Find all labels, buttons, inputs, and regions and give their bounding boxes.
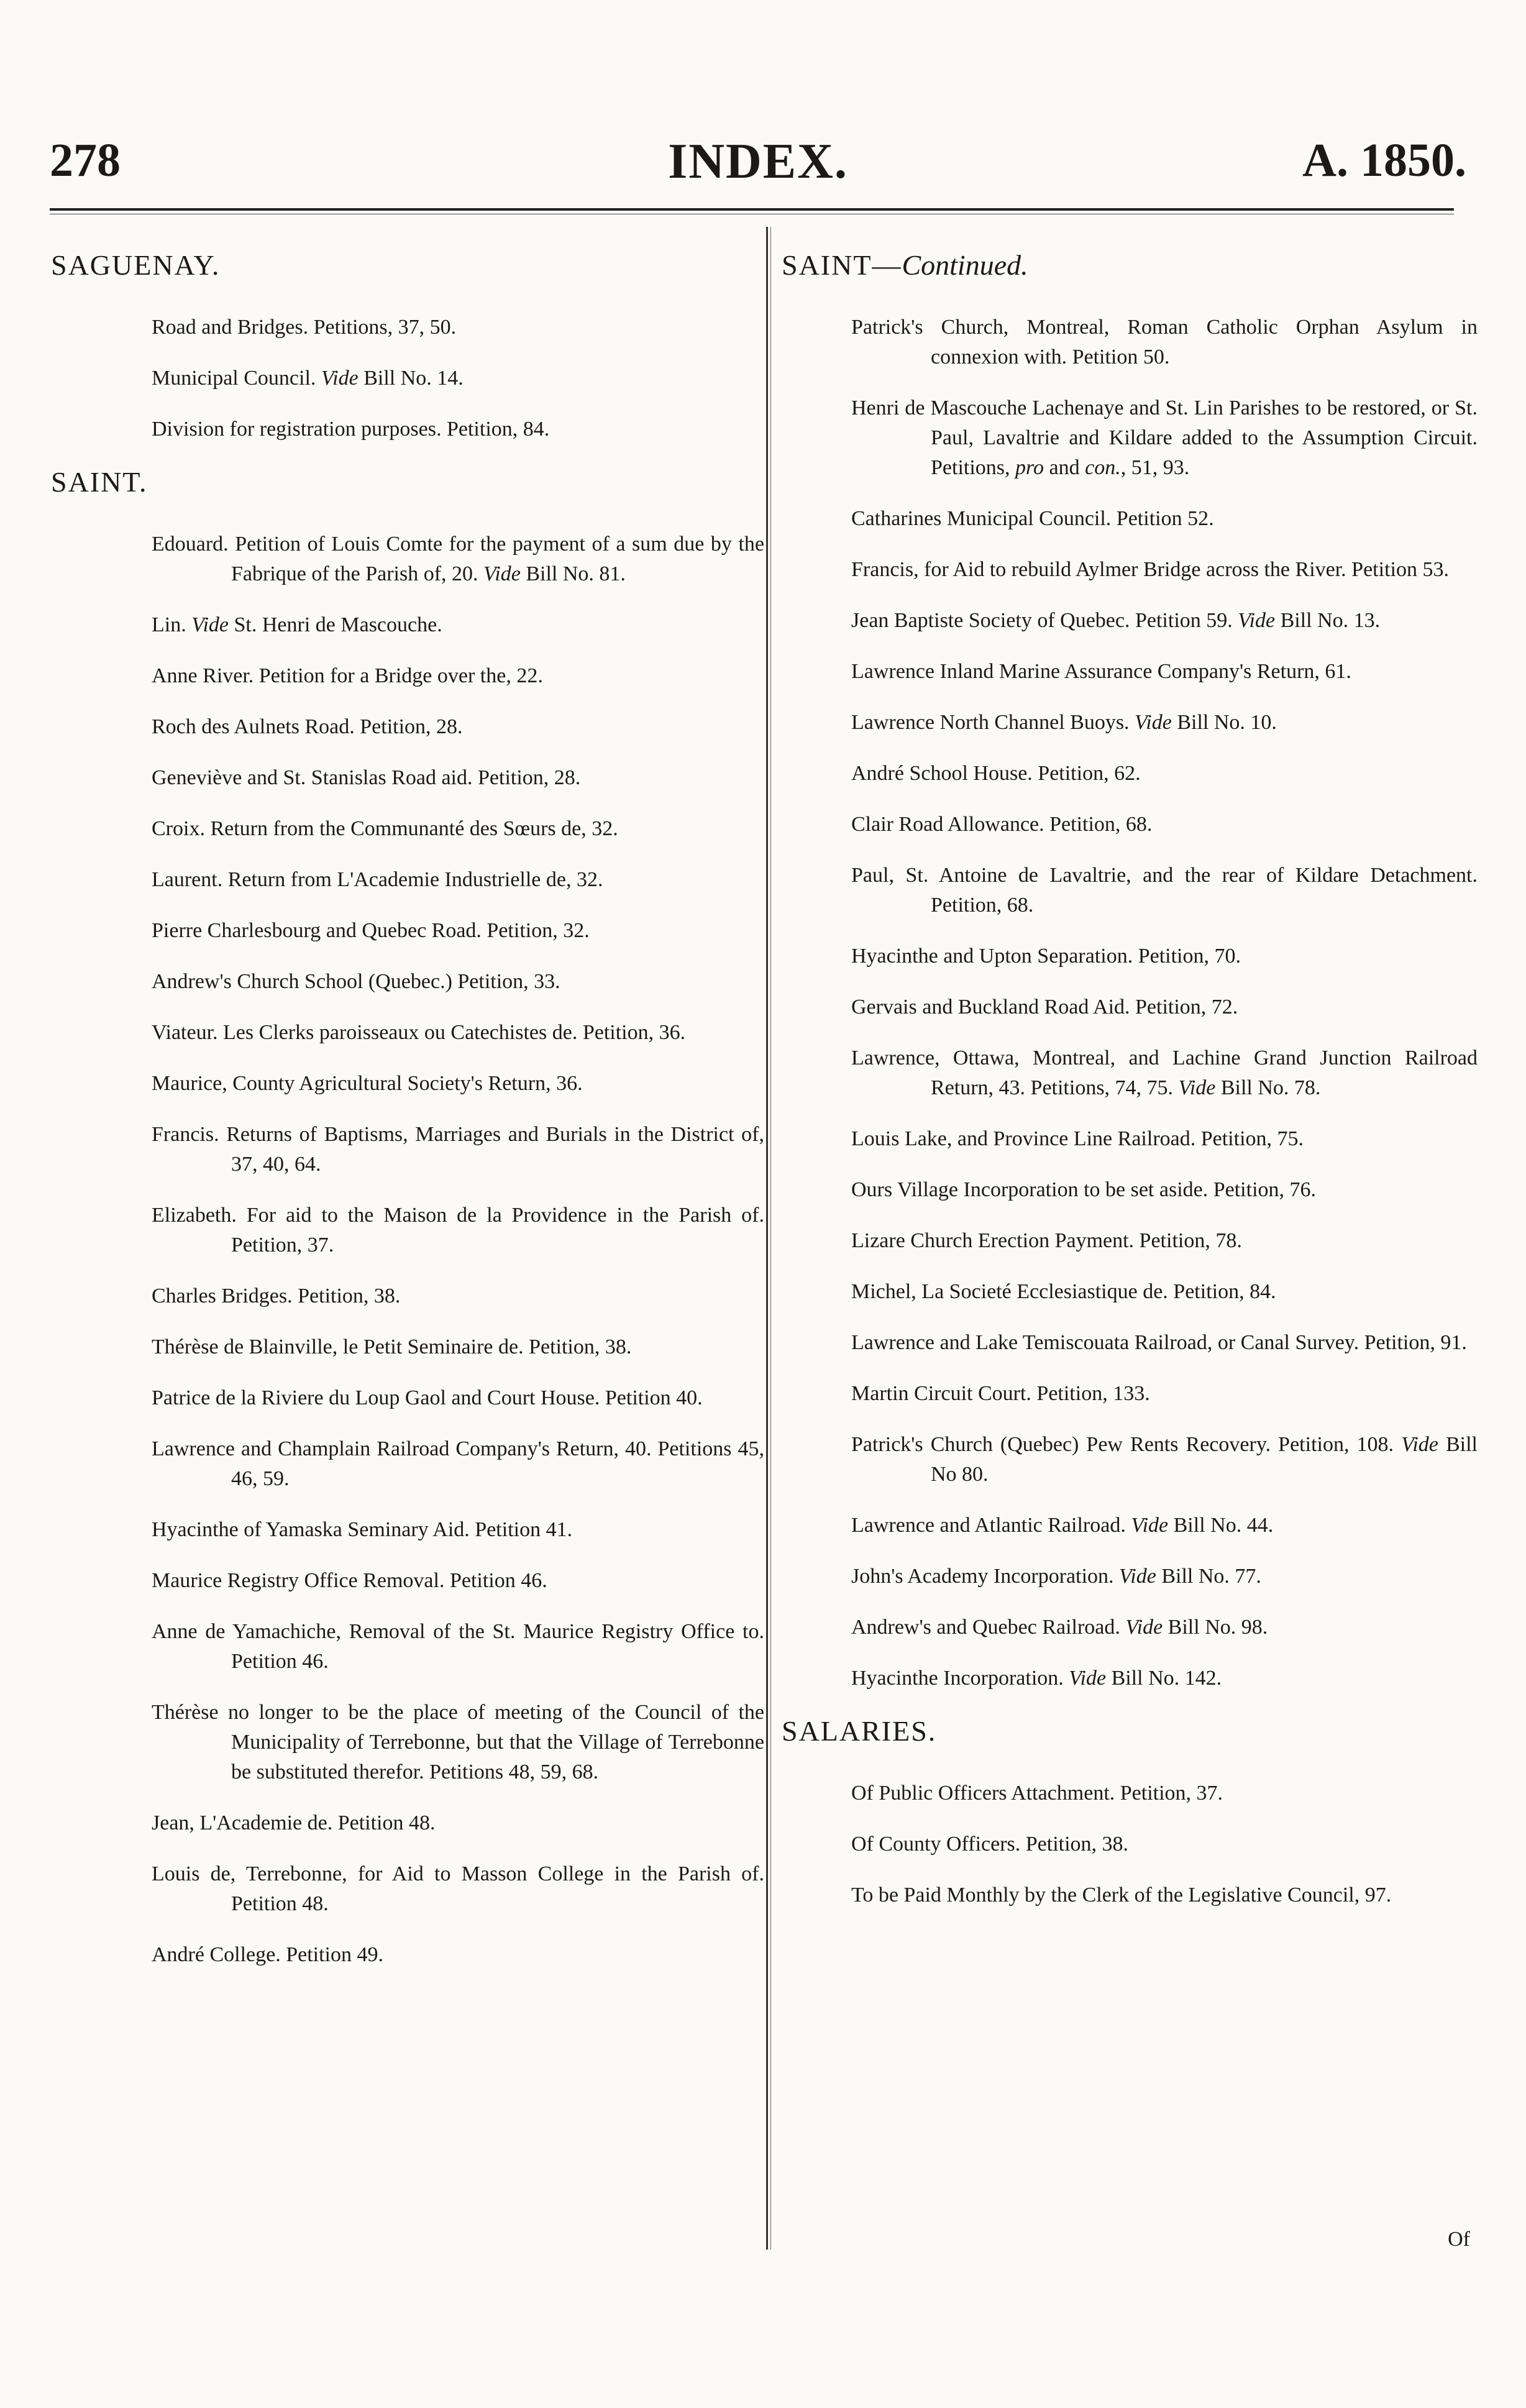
index-entry: Edouard. Petition of Louis Comte for the payment of a sum due by the Fabrique of the Parish of, 20. Vide Bill No. 81. (152, 533, 764, 585)
section-heading: SAINT. (51, 466, 148, 498)
index-entry: Charles Bridges. Petition, 38. (152, 1284, 401, 1307)
column-divider (766, 227, 768, 2250)
page-year: A. 1850. (1302, 134, 1466, 186)
index-entry: Geneviève and St. Stanislas Road aid. Petition, 28. (152, 766, 581, 789)
index-entry: Lawrence North Channel Buoys. Vide Bill No. 10. (851, 711, 1277, 734)
index-entry: Paul, St. Antoine de Lavaltrie, and the rear of Kildare Detachment. Petition, 68. (851, 864, 1478, 917)
catchword: Of (1448, 2228, 1470, 2251)
index-entry: Lizare Church Erection Payment. Petition, 78. (851, 1229, 1242, 1252)
index-entry: Jean, L'Academie de. Petition 48. (152, 1811, 436, 1834)
index-entry: Henri de Mascouche Lachenaye and St. Lin Parishes to be restored, or St. Paul, Lavaltrie and Kildare added to the Assumption Circuit. Petitions, pro and con., 51, 93. (851, 396, 1478, 479)
index-entry: Municipal Council. Vide Bill No. 14. (152, 367, 464, 390)
index-entry: Gervais and Buckland Road Aid. Petition, 72. (851, 996, 1238, 1019)
section-heading: SAGUENAY. (51, 249, 221, 281)
index-entry: Ours Village Incorporation to be set aside. Petition, 76. (851, 1178, 1317, 1201)
index-entry: André College. Petition 49. (152, 1943, 384, 1966)
index-entry: Lawrence and Lake Temiscouata Railroad, or Canal Survey. Petition, 91. (851, 1331, 1467, 1354)
index-entry: Division for registration purposes. Petition, 84. (152, 418, 550, 441)
index-entry: Louis de, Terrebonne, for Aid to Masson College in the Parish of. Petition 48. (152, 1862, 764, 1915)
index-entry: Francis, for Aid to rebuild Aylmer Bridge across the River. Petition 53. (851, 558, 1449, 581)
section-heading: SALARIES. (782, 1715, 937, 1747)
index-entry: Laurent. Return from L'Academie Industrielle de, 32. (152, 868, 603, 891)
index-entry: Patrice de la Riviere du Loup Gaol and Court House. Petition 40. (152, 1386, 703, 1409)
index-entry: To be Paid Monthly by the Clerk of the Legislative Council, 97. (851, 1884, 1392, 1907)
index-entry: Lin. Vide St. Henri de Mascouche. (152, 613, 442, 636)
index-entry: Hyacinthe Incorporation. Vide Bill No. 142. (851, 1667, 1222, 1690)
page-number: 278 (50, 134, 121, 186)
section-heading: SAINT—Continued. (782, 249, 1028, 281)
index-entry: Lawrence and Champlain Railroad Company's Return, 40. Petitions 45, 46, 59. (152, 1437, 764, 1490)
index-entry: Anne River. Petition for a Bridge over the, 22. (152, 664, 543, 687)
index-entry: Andrew's Church School (Quebec.) Petition, 33. (152, 970, 560, 993)
index-entry: Anne de Yamachiche, Removal of the St. Maurice Registry Office to. Petition 46. (152, 1620, 764, 1673)
index-entry: Viateur. Les Clerks paroisseaux ou Catechistes de. Petition, 36. (152, 1021, 686, 1044)
index-entry: Lawrence and Atlantic Railroad. Vide Bill No. 44. (851, 1514, 1274, 1537)
page-title: INDEX. (668, 134, 848, 189)
index-entry: Maurice, County Agricultural Society's Return, 36. (152, 1072, 583, 1095)
index-entry: Thérèse de Blainville, le Petit Seminaire de. Petition, 38. (152, 1335, 632, 1358)
index-entry: Thérèse no longer to be the place of meeting of the Council of the Municipality of Terrebonne, but that the Village of Terrebonne be substituted therefor. Petitions 48, 59, 68. (152, 1701, 764, 1783)
index-entry: Clair Road Allowance. Petition, 68. (851, 813, 1153, 836)
index-entry: Of County Officers. Petition, 38. (851, 1833, 1129, 1856)
index-entry: Road and Bridges. Petitions, 37, 50. (152, 316, 457, 339)
index-entry: Andrew's and Quebec Railroad. Vide Bill No. 98. (851, 1616, 1268, 1639)
column-divider-thin (770, 227, 771, 2250)
index-entry: André School House. Petition, 62. (851, 762, 1141, 785)
index-entry: Hyacinthe of Yamaska Seminary Aid. Petition 41. (152, 1518, 573, 1541)
header-rule (50, 208, 1454, 211)
right-column (782, 236, 1478, 1931)
index-entry: Patrick's Church, Montreal, Roman Catholic Orphan Asylum in connexion with. Petition 50. (851, 316, 1478, 369)
index-entry: Martin Circuit Court. Petition, 133. (851, 1382, 1150, 1405)
index-entry: Michel, La Societé Ecclesiastique de. Petition, 84. (851, 1280, 1276, 1303)
index-entry: Jean Baptiste Society of Quebec. Petition 59. Vide Bill No. 13. (851, 609, 1381, 632)
index-entry: Lawrence Inland Marine Assurance Company's Return, 61. (851, 660, 1351, 683)
left-column (51, 236, 764, 1991)
index-entry: Pierre Charlesbourg and Quebec Road. Petition, 32. (152, 919, 590, 942)
index-entry: Of Public Officers Attachment. Petition, 37. (851, 1782, 1223, 1805)
index-entry: Croix. Return from the Communanté des Sœurs de, 32. (152, 817, 618, 840)
page-header (50, 127, 1466, 196)
index-entry: Roch des Aulnets Road. Petition, 28. (152, 715, 463, 738)
index-entry: Catharines Municipal Council. Petition 52. (851, 507, 1214, 530)
index-entry: Patrick's Church (Quebec) Pew Rents Recovery. Petition, 108. Vide Bill No 80. (851, 1433, 1478, 1486)
index-entry: John's Academy Incorporation. Vide Bill No. 77. (851, 1565, 1261, 1588)
index-entry: Lawrence, Ottawa, Montreal, and Lachine Grand Junction Railroad Return, 43. Petitions, 74, 75. Vide Bill No. 78. (851, 1046, 1478, 1099)
index-entry: Louis Lake, and Province Line Railroad. Petition, 75. (851, 1127, 1304, 1150)
index-entry: Elizabeth. For aid to the Maison de la Providence in the Parish of. Petition, 37. (152, 1204, 764, 1257)
index-entry: Hyacinthe and Upton Separation. Petition, 70. (851, 945, 1241, 968)
index-entry: Francis. Returns of Baptisms, Marriages and Burials in the District of, 37, 40, 64. (152, 1123, 764, 1176)
index-entry: Maurice Registry Office Removal. Petition 46. (152, 1569, 547, 1592)
